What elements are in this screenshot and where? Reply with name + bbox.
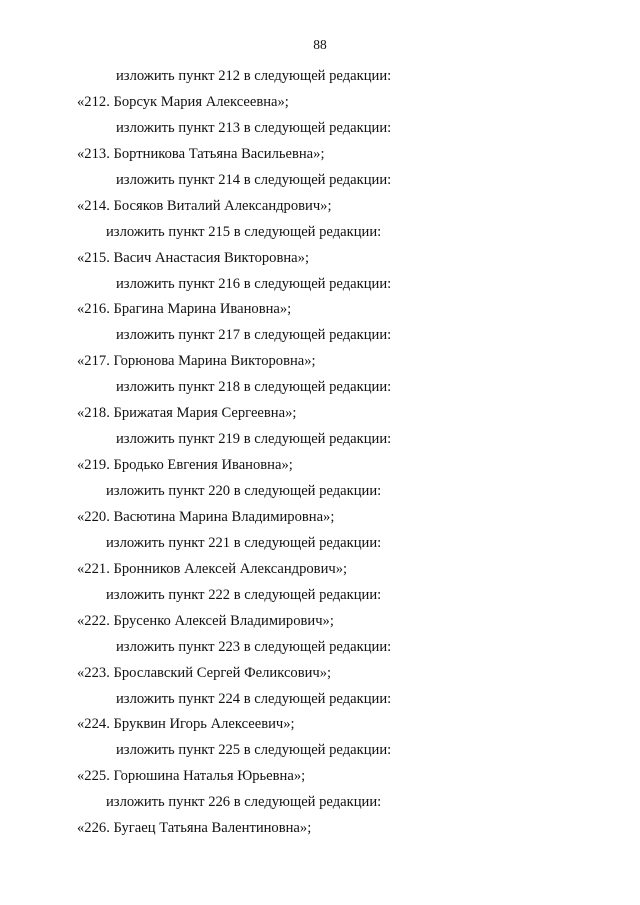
list-entry: «218. Брижатая Мария Сергеевна»; [77,405,297,422]
amendment-instruction: изложить пункт 218 в следующей редакции: [116,379,392,396]
amendment-instruction: изложить пункт 216 в следующей редакции: [116,275,392,292]
amendment-instruction: изложить пункт 224 в следующей редакции: [116,690,392,707]
amendment-instruction: изложить пункт 220 в следующей редакции: [106,483,382,499]
list-entry: «213. Бортникова Татьяна Васильевна»; [77,145,325,162]
list-entry: «220. Васютина Марина Владимировна»; [77,508,335,525]
amendment-instruction: изложить пункт 222 в следующей редакции: [106,586,382,603]
list-entry: «224. Бруквин Игорь Алексеевич»; [77,716,295,733]
list-entry: «217. Горюнова Марина Викторовна»; [77,353,316,370]
amendment-instruction: изложить пункт 219 в следующей редакции: [116,431,392,448]
list-entry: «219. Бродько Евгения Ивановна»; [77,457,293,474]
list-entry: «215. Васич Анастасия Викторовна»; [77,249,310,266]
list-entry: «226. Бугаец Татьяна Валентиновна»; [77,820,312,837]
list-entry: «216. Брагина Марина Ивановна»; [77,301,292,318]
amendment-instruction: изложить пункт 214 в следующей редакции: [116,171,392,188]
amendment-instruction: изложить пункт 215 в следующей редакции: [106,223,382,240]
list-entry: «223. Брославский Сергей Феликсович»; [77,664,332,681]
amendment-instruction: изложить пункт 217 в следующей редакции: [116,327,392,344]
amendment-instruction: изложить пункт 225 в следующей редакции: [116,742,392,759]
amendment-instruction: изложить пункт 221 в следующей редакции: [106,534,382,551]
amendment-instruction: изложить пункт 213 в следующей редакции: [116,119,392,136]
amendment-instruction: изложить пункт 212 в следующей редакции: [116,68,392,84]
document-body [0,66,640,844]
amendment-instruction: изложить пункт 226 в следующей редакции: [106,794,382,811]
list-entry: «221. Бронников Алексей Александрович»; [77,560,348,577]
list-entry: «214. Босяков Виталий Александрович»; [77,197,332,214]
amendment-instruction: изложить пункт 223 в следующей редакции: [116,638,392,655]
list-entry: «225. Горюшина Наталья Юрьевна»; [77,768,306,785]
page-number: 88 [313,37,327,52]
list-entry: «222. Брусенко Алексей Владимирович»; [77,612,334,629]
list-entry: «212. Борсук Мария Алексеевна»; [77,93,289,110]
